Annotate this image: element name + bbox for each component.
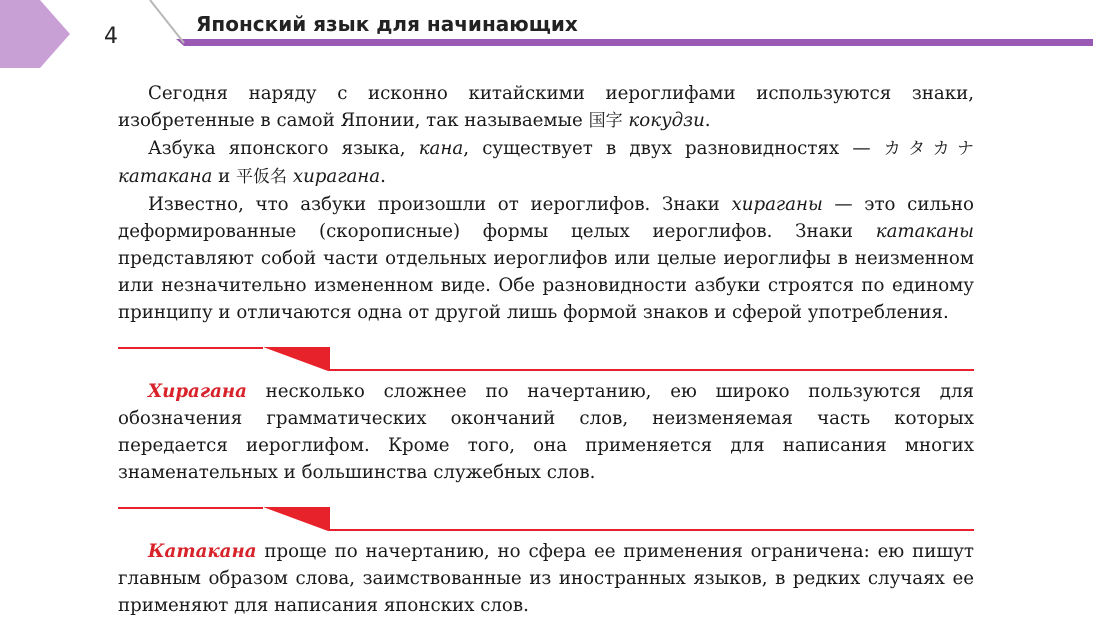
katakana-term: катакана [118, 166, 213, 187]
hiragana-heading: Хирагана [148, 381, 247, 402]
callout-katakana: Катакана проще по начертанию, но сфера ее применения ограничена: ею пишут главным образом слова, заимствованные из иностранных языков, в редких случаях ее применяют для написания японских слов. [118, 541, 974, 616]
kokuji-kanji: 国字 [588, 111, 623, 131]
page-body [118, 80, 974, 619]
katakana-word: カタカナ [883, 139, 974, 159]
paragraph-kana: Азбука японского языка, кана, существует в двух разновидностях — カタカナ катакана и 平仮名 хирагана. [118, 138, 974, 187]
callout-hiragana: Хирагана несколько сложнее по начертанию, ею широко пользуются для обозначения грамматических окончаний слов, неизменяемая часть которых передается иероглифом. Кроме того, она применяется для написания многих знаменательных и большинства служебных слов. [118, 381, 974, 483]
callout-divider [118, 347, 974, 371]
katakana-heading: Катакана [148, 541, 257, 562]
hiragana-kanji: 平仮名 [236, 167, 288, 187]
paragraph-origin: Известно, что азбуки произошли от иероглифов. Знаки хираганы — это сильно деформированные (скорописные) формы целых иероглифов. Знаки катаканы представляют собой части отдельных иероглифов или целые иероглифы в неизменном или незначительно измененном виде. Обе разновидности азбуки строятся по единому принципу и отличаются одна от другой лишь формой знаков и сферой употребления. [118, 194, 974, 323]
running-title: Японский язык для начинающих [196, 12, 578, 36]
callout-divider [118, 507, 974, 531]
hiragany-term: хираганы [731, 194, 823, 215]
page-number: 4 [104, 24, 118, 49]
hiragana-term: хирагана [292, 166, 381, 187]
paragraph-kokuji: Сегодня наряду с исконно китайскими иероглифами используются знаки, изобретенные в самой Японии, так называемые 国字 кокудзи. [118, 83, 974, 131]
katakany-term: катаканы [875, 221, 974, 242]
kokuji-term: кокудзи [628, 110, 705, 131]
kana-term: кана [418, 138, 464, 159]
